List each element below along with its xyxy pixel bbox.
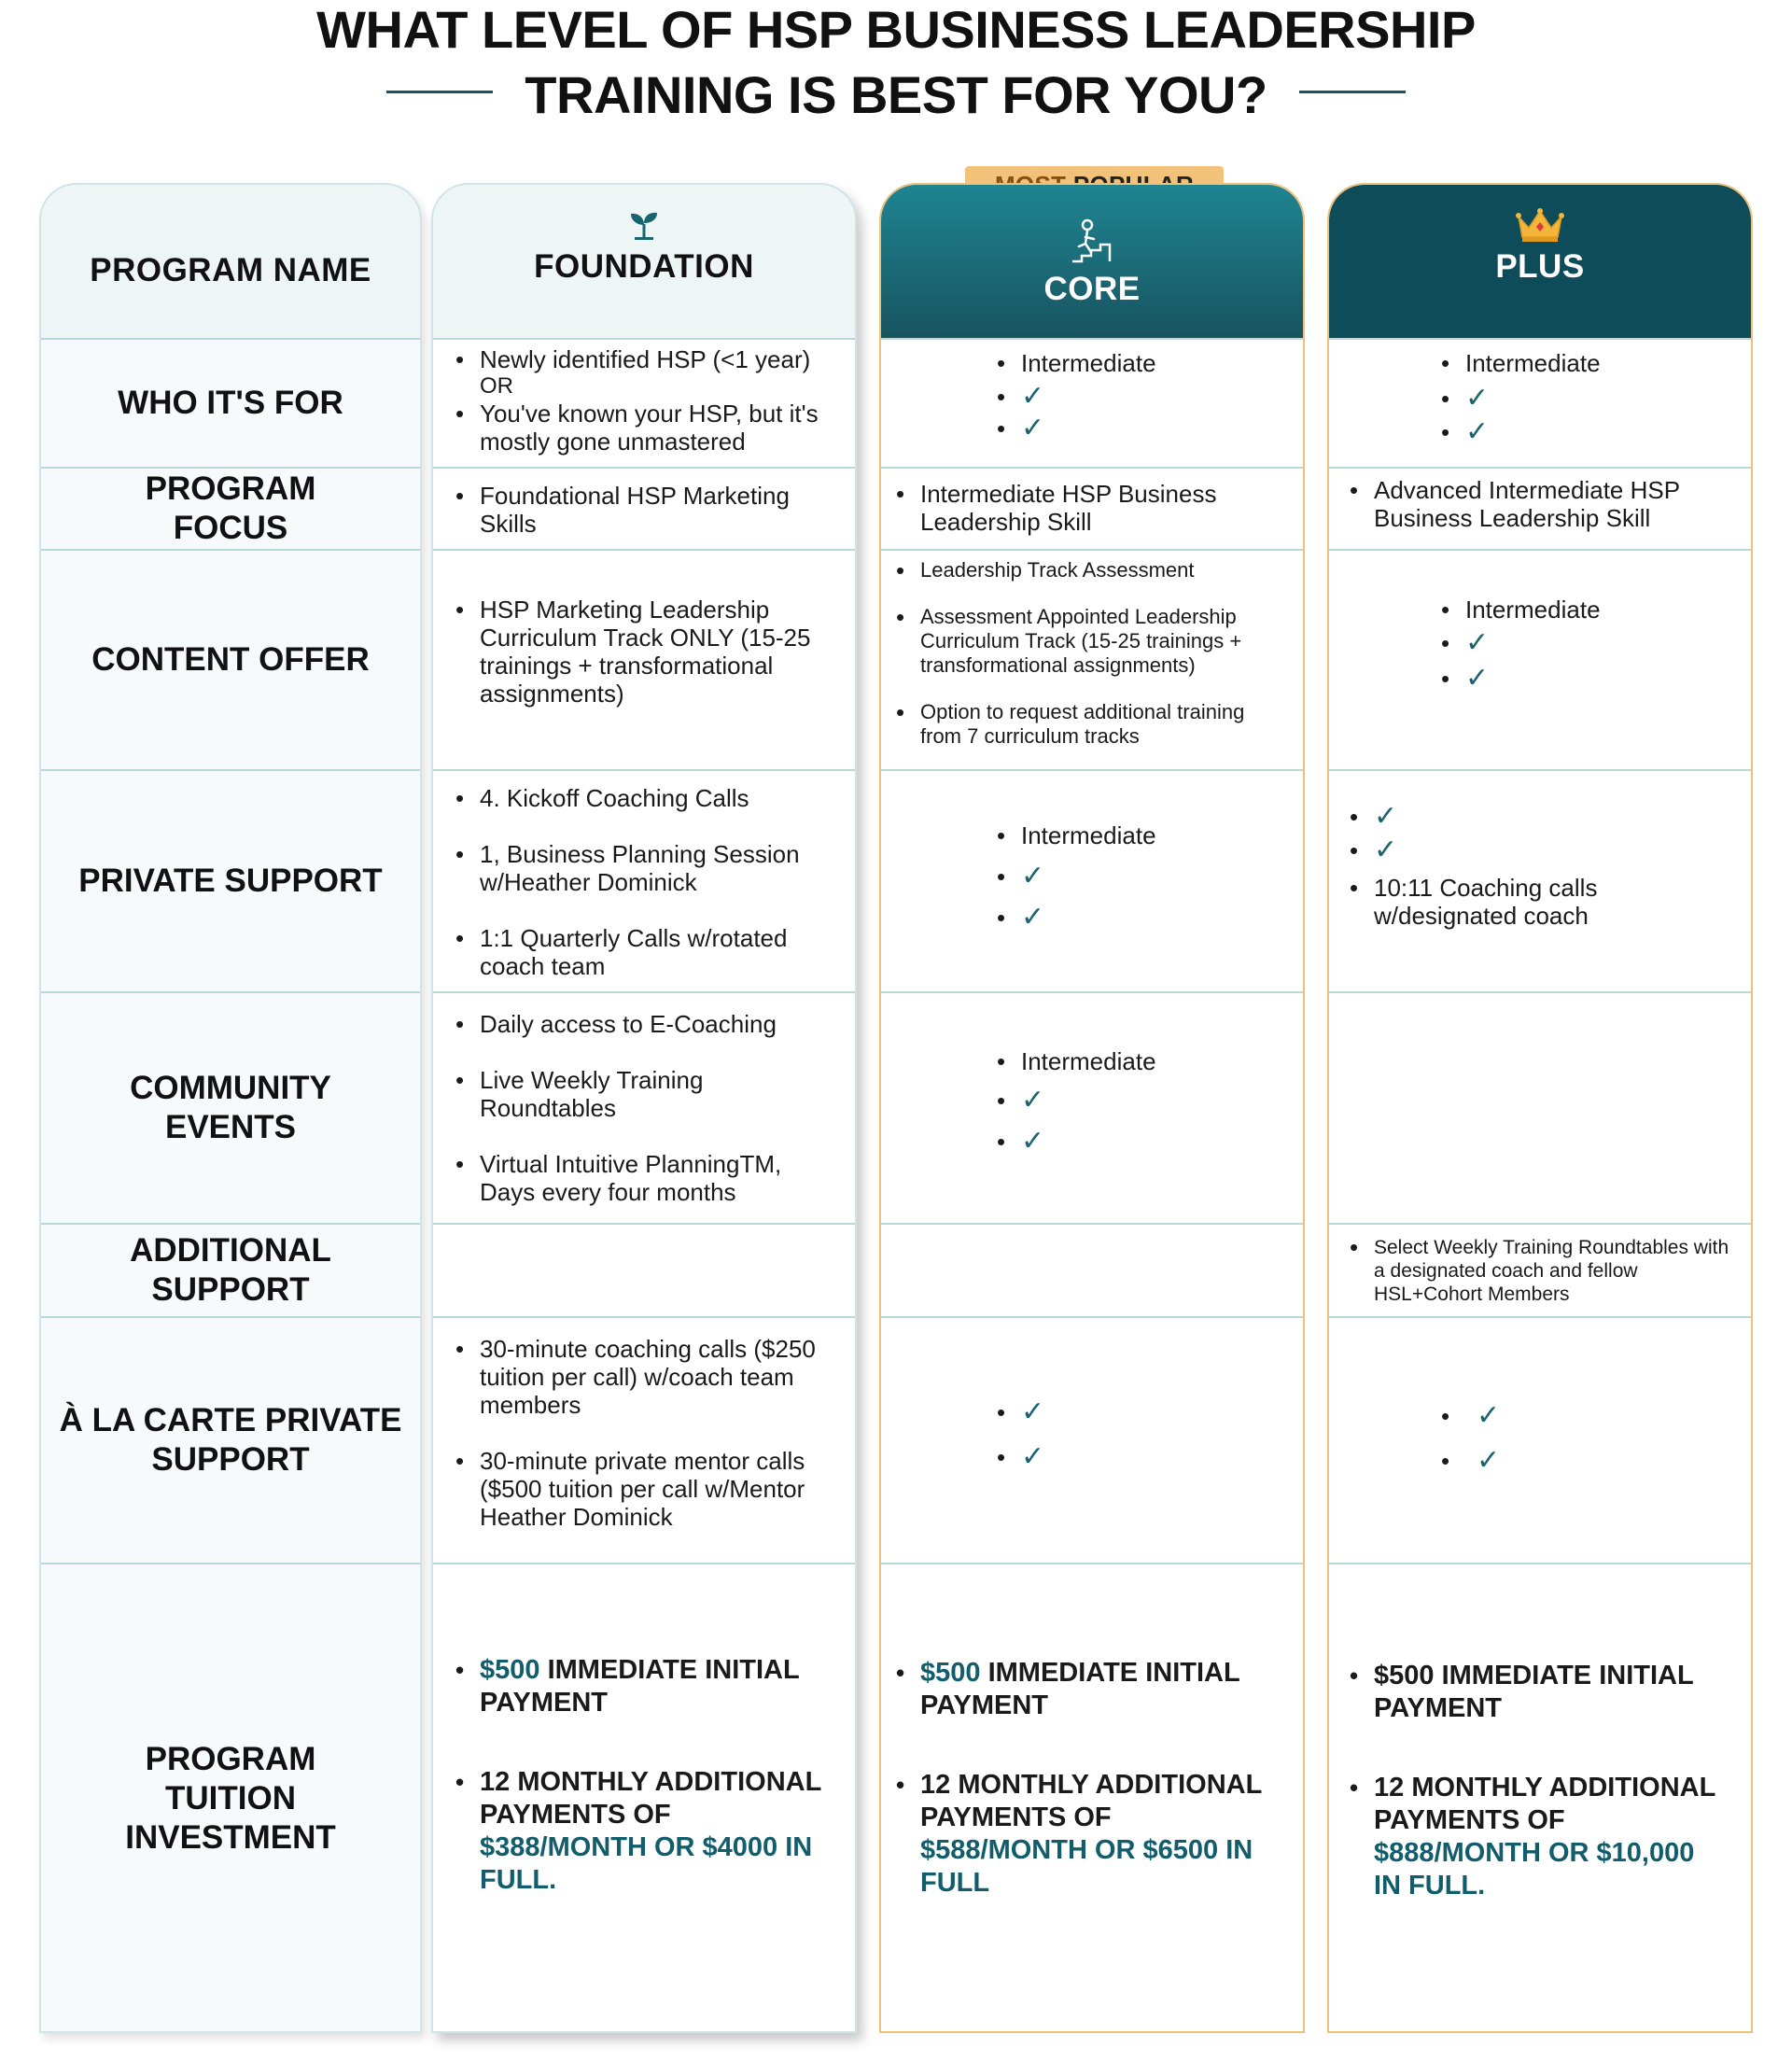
core-focus xyxy=(881,480,1303,536)
divider xyxy=(433,549,855,551)
price-amount: $388/MONTH OR $4000 IN FULL. xyxy=(480,1832,813,1895)
price-amount: $888/MONTH OR $10,000 IN FULL. xyxy=(1374,1838,1695,1901)
core-alacarte xyxy=(881,1398,1303,1471)
list-item: • 1, Business Planning Session w/Heather Dominick xyxy=(452,840,827,896)
core-column xyxy=(879,183,1305,2033)
check-icon: ✓ xyxy=(1021,413,1045,443)
list-item: • Live Weekly Training Roundtables xyxy=(452,1066,827,1122)
list-item: • You've known your HSP, but it's mostly gone unmastered xyxy=(452,400,836,456)
list-item xyxy=(1346,1772,1723,1902)
list-item: • HSP Marketing Leadership Curriculum Track ONLY (15-25 trainings + transformational assignments) xyxy=(452,596,836,708)
row-label-additional: ADDITIONAL SUPPORT xyxy=(130,1232,331,1308)
row-labels-column xyxy=(39,183,422,2033)
list-item xyxy=(892,1769,1266,1900)
list-item xyxy=(993,1087,1303,1115)
row-label-tuition: PROGRAM TUITION INVESTMENT xyxy=(125,1741,336,1856)
list-item: • Foundational HSP Marketing Skills xyxy=(452,482,818,538)
or-text: OR xyxy=(480,373,513,399)
list-item xyxy=(452,1766,827,1897)
divider xyxy=(433,769,855,771)
climber-stairs-icon xyxy=(1069,218,1115,265)
title-line-1: WHAT LEVEL OF HSP BUSINESS LEADERSHIP xyxy=(316,0,1476,59)
list-item xyxy=(1346,836,1732,864)
check-icon: ✓ xyxy=(1021,381,1045,412)
check-icon: ✓ xyxy=(1374,835,1398,865)
divider xyxy=(1329,338,1751,340)
plus-column xyxy=(1327,183,1753,2033)
program-name-label: PROGRAM NAME xyxy=(90,252,371,288)
divider xyxy=(1329,467,1751,469)
check-icon: ✓ xyxy=(1477,1400,1501,1431)
plus-alacarte xyxy=(1329,1402,1751,1475)
list-item xyxy=(993,863,1303,891)
list-item: • Newly identified HSP (<1 year) xyxy=(452,345,836,373)
divider xyxy=(433,1316,855,1318)
list-item xyxy=(1437,1447,1751,1475)
foundation-private xyxy=(433,784,855,980)
core-tuition xyxy=(881,1657,1303,1900)
check-icon: ✓ xyxy=(1021,902,1045,933)
row-label-private: PRIVATE SUPPORT xyxy=(78,863,383,899)
divider xyxy=(1329,1316,1751,1318)
divider xyxy=(1329,1223,1751,1225)
core-title: CORE xyxy=(1043,271,1141,307)
plus-additional xyxy=(1329,1236,1751,1306)
price-amount: $500 xyxy=(920,1658,981,1688)
check-icon: ✓ xyxy=(1465,383,1490,414)
core-community xyxy=(881,1047,1303,1156)
plus-header xyxy=(1329,185,1751,340)
divider xyxy=(881,1316,1303,1318)
divider xyxy=(1329,991,1751,993)
list-item: • Select Weekly Training Roundtables with a designated coach and fellow HSL+Cohort Members xyxy=(1346,1236,1732,1306)
divider xyxy=(1329,1563,1751,1564)
list-item xyxy=(993,1443,1303,1471)
foundation-focus xyxy=(433,482,855,538)
core-private xyxy=(881,821,1303,932)
list-item: • Leadership Track Assessment xyxy=(892,558,1290,582)
list-item: • 30-minute coaching calls ($250 tuition per call) w/coach team members xyxy=(452,1335,836,1419)
check-icon: ✓ xyxy=(1021,1126,1045,1157)
plus-title: PLUS xyxy=(1495,248,1585,285)
row-label-content: CONTENT OFFER xyxy=(91,641,370,678)
divider xyxy=(433,1223,855,1225)
list-item xyxy=(1437,665,1751,693)
divider xyxy=(433,991,855,993)
title-rule-right xyxy=(1299,91,1406,93)
divider xyxy=(881,991,1303,993)
divider xyxy=(1329,549,1751,551)
list-item: • Assessment Appointed Leadership Curriculum Track (15-25 trainings + transformational assignments) xyxy=(892,605,1290,678)
labels-header xyxy=(41,185,420,340)
foundation-content xyxy=(433,596,855,708)
price-text: 12 MONTHLY ADDITIONAL PAYMENTS OF xyxy=(920,1770,1262,1832)
title-line-2: TRAINING IS BEST FOR YOU? xyxy=(525,65,1267,124)
foundation-alacarte xyxy=(433,1335,855,1531)
check-icon: ✓ xyxy=(1021,861,1045,891)
plus-who xyxy=(1329,349,1751,446)
list-item xyxy=(1437,629,1751,657)
plus-tuition xyxy=(1329,1660,1751,1902)
foundation-who xyxy=(433,345,855,456)
list-item: • Intermediate xyxy=(1437,596,1751,624)
row-label-focus: PROGRAM FOCUS xyxy=(145,470,316,546)
list-item xyxy=(993,383,1303,411)
list-item xyxy=(1346,803,1732,831)
list-item xyxy=(452,1654,827,1719)
divider xyxy=(881,769,1303,771)
plus-content xyxy=(1329,596,1751,693)
divider xyxy=(881,1563,1303,1564)
list-item: • Intermediate xyxy=(993,821,1303,849)
row-label-community: COMMUNITY EVENTS xyxy=(130,1070,331,1145)
list-item xyxy=(993,414,1303,442)
foundation-column xyxy=(431,183,857,2033)
foundation-community xyxy=(433,1010,855,1206)
plus-private xyxy=(1329,803,1751,930)
check-icon: ✓ xyxy=(1021,1085,1045,1115)
crown-icon xyxy=(1516,207,1564,243)
price-text: IMMEDIATE INITIAL PAYMENT xyxy=(920,1658,1240,1720)
list-item: • Intermediate xyxy=(993,1047,1303,1075)
list-item xyxy=(993,1398,1303,1426)
divider xyxy=(433,338,855,340)
list-item xyxy=(1437,1402,1751,1430)
price-amount: $500 xyxy=(480,1655,540,1685)
list-item xyxy=(1437,418,1751,446)
plus-focus xyxy=(1329,476,1751,532)
row-label-who: WHO IT'S FOR xyxy=(118,385,343,421)
core-who xyxy=(881,349,1303,442)
list-item: • Intermediate HSP Business Leadership Skill xyxy=(892,480,1275,536)
list-item: • 30-minute private mentor calls ($500 tuition per call w/Mentor Heather Dominick xyxy=(452,1447,836,1531)
list-item xyxy=(1437,385,1751,413)
price-amount: $588/MONTH OR $6500 IN FULL xyxy=(920,1835,1253,1898)
foundation-header xyxy=(433,185,855,340)
price-text: IMMEDIATE INITIAL PAYMENT xyxy=(480,1655,800,1718)
list-item: • Advanced Intermediate HSP Business Leadership Skill xyxy=(1346,476,1732,532)
core-header xyxy=(881,185,1303,340)
list-item: • Intermediate xyxy=(993,349,1303,377)
list-item: • 10:11 Coaching calls w/designated coach xyxy=(1346,874,1732,930)
divider xyxy=(881,338,1303,340)
price-text: 12 MONTHLY ADDITIONAL PAYMENTS OF xyxy=(1374,1773,1715,1835)
list-item xyxy=(993,1128,1303,1156)
price-text: 12 MONTHLY ADDITIONAL PAYMENTS OF xyxy=(480,1767,821,1830)
divider xyxy=(881,467,1303,469)
check-icon: ✓ xyxy=(1021,1396,1045,1427)
check-icon: ✓ xyxy=(1465,627,1490,658)
list-item xyxy=(892,1657,1266,1722)
check-icon: ✓ xyxy=(1465,416,1490,447)
row-label-alacarte: À LA CARTE PRIVATE SUPPORT xyxy=(59,1402,402,1478)
list-item xyxy=(993,904,1303,932)
list-item: • Virtual Intuitive PlanningTM, Days every four months xyxy=(452,1150,827,1206)
check-icon: ✓ xyxy=(1477,1445,1501,1476)
foundation-title: FOUNDATION xyxy=(534,248,754,285)
list-item: • 1:1 Quarterly Calls w/rotated coach team xyxy=(452,924,827,980)
list-item: • Option to request additional training from 7 curriculum tracks xyxy=(892,700,1290,749)
list-item: • Daily access to E-Coaching xyxy=(452,1010,827,1038)
sprout-icon xyxy=(628,209,660,241)
divider xyxy=(881,549,1303,551)
divider xyxy=(881,1223,1303,1225)
list-item: • Intermediate xyxy=(1437,349,1751,377)
foundation-tuition xyxy=(433,1654,855,1897)
core-content xyxy=(881,558,1303,749)
check-icon: ✓ xyxy=(1021,1441,1045,1472)
divider xyxy=(433,1563,855,1564)
check-icon: ✓ xyxy=(1374,801,1398,832)
list-item: • $500 IMMEDIATE INITIAL PAYMENT xyxy=(1346,1660,1723,1725)
divider xyxy=(433,467,855,469)
list-item: • 4. Kickoff Coaching Calls xyxy=(452,784,827,812)
check-icon: ✓ xyxy=(1465,663,1490,694)
divider xyxy=(1329,769,1751,771)
